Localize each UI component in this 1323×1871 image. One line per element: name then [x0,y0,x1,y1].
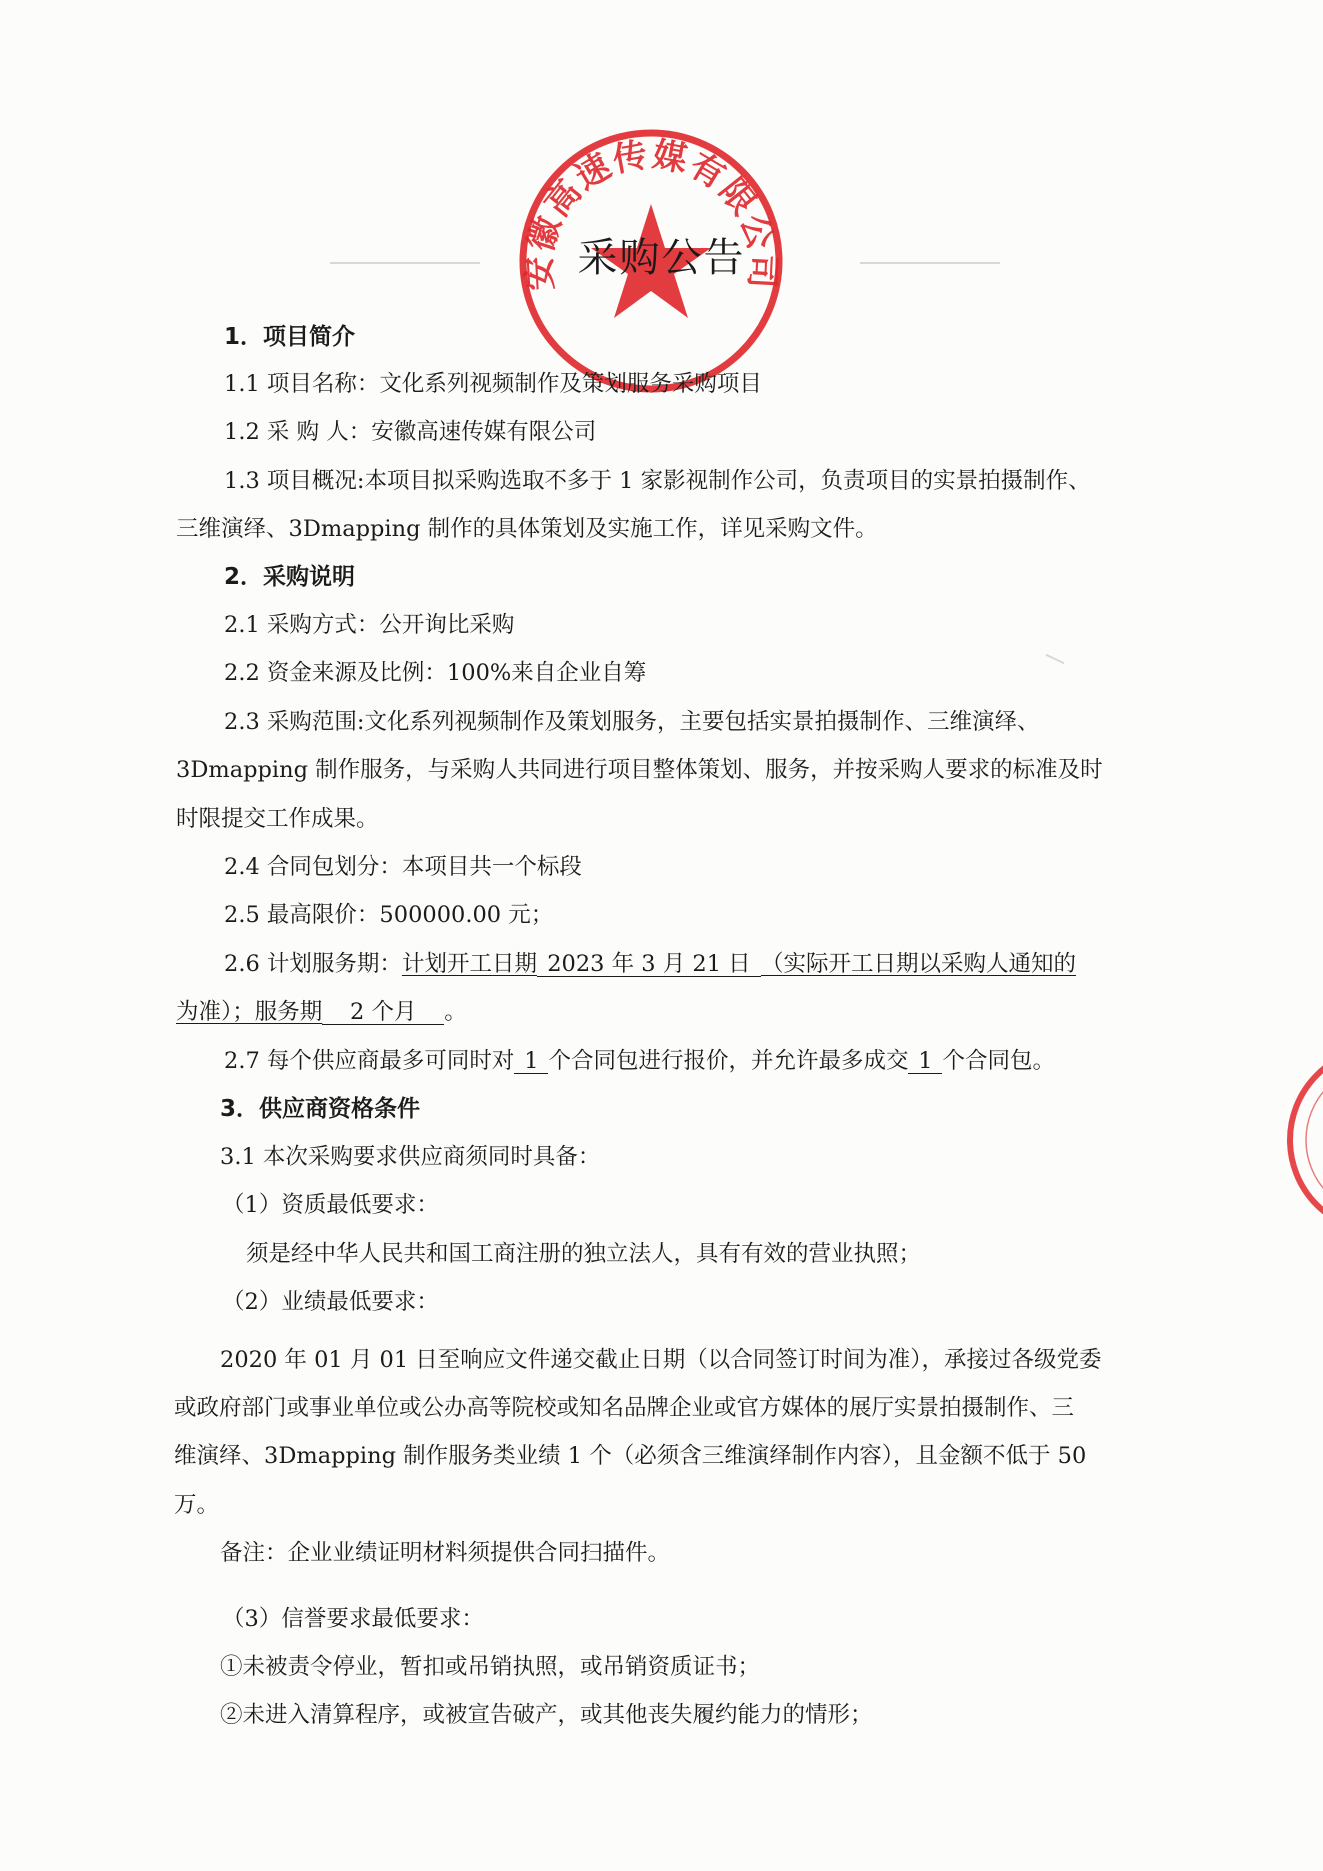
text-span: 2.6 计划服务期： [224,951,402,977]
planned-start-label: 计划开工日期 [401,951,537,977]
service-period-line-2 [176,997,467,1027]
text-line: 维演绎、3Dmapping 制作服务类业绩 1 个（必须含三维演绎制作内容），且金额不低于 50 [174,1443,1087,1469]
text-line: 万。 [174,1492,220,1518]
text-line: 1.3 项目概况:本项目拟采购选取不多于 1 家影视制作公司，负责项目的实景拍摄制作、 [224,468,1091,494]
text-span: 为准）；服务期 [176,999,323,1025]
text-line: ②未进入清算程序，或被宣告破产，或其他丧失履约能力的情形； [220,1702,873,1728]
text-line: 2.3 采购范围:文化系列视频制作及策划服务，主要包括实景拍摄制作、三维演绎、 [224,709,1040,735]
seal-text: 安徽高速传媒有限公司 [519,134,783,292]
scan-mark [1046,654,1065,664]
text-line: ①未被责令停业，暂扣或吊销执照，或吊销资质证书； [220,1654,761,1680]
text-line: 3.1 本次采购要求供应商须同时具备： [220,1144,601,1170]
partial-seal-edge [1262,1040,1323,1240]
text-line: （2）业绩最低要求： [222,1289,439,1315]
text-line: 2.1 采购方式：公开询比采购 [224,612,515,638]
service-period-line [224,949,1076,979]
contract-package-line [224,1046,1055,1076]
quote-package-count: 1 [514,1049,548,1074]
text-line: 2.5 最高限价：500000.00 元； [224,902,554,928]
planned-start-date: 2023 年 3 月 21 日 [537,952,761,977]
text-line: 须是经中华人民共和国工商注册的独立法人，具有有效的营业执照； [246,1241,922,1267]
text-line: 或政府部门或事业单位或公办高等院校或知名品牌企业或官方媒体的展厅实景拍摄制作、三 [174,1395,1075,1421]
text-line: 2020 年 01 月 01 日至响应文件递交截止日期（以合同签订时间为准），承接过各级党委 [220,1347,1102,1373]
text-line: 3Dmapping 制作服务，与采购人共同进行项目整体策划、服务，并按采购人要求的标准及时 [176,757,1103,783]
text-line: （3）信誉要求最低要求： [222,1606,484,1632]
page-title: 采购公告 [577,235,746,281]
text-line: 2.2 资金来源及比例：100%来自企业自筹 [224,660,647,686]
text-line: （1）资质最低要求： [222,1192,439,1218]
text-line: 时限提交工作成果。 [176,806,379,832]
text-line: 1.2 采 购 人：安徽高速传媒有限公司 [224,419,597,445]
text-line: 备注：企业业绩证明材料须提供合同扫描件。 [220,1540,671,1566]
section-heading: 3．供应商资格条件 [220,1096,421,1122]
service-duration: 2 个月 [322,1000,444,1025]
text-span: （实际开工日期以采购人通知的 [760,951,1076,977]
text-span: 2.7 每个供应商最多可同时对 [224,1048,515,1074]
section-heading: 2．采购说明 [224,564,356,590]
award-package-count: 1 [908,1049,942,1074]
text-line: 2.4 合同包划分：本项目共一个标段 [224,854,582,880]
text-line: 三维演绎、3Dmapping 制作的具体策划及实施工作，详见采购文件。 [176,516,878,542]
text-span: 。 [444,999,467,1025]
section-heading: 1．项目简介 [224,324,356,350]
text-span: 个合同包进行报价，并允许最多成交 [548,1048,909,1074]
text-span: 个合同包。 [942,1048,1055,1074]
text-line: 1.1 项目名称：文化系列视频制作及策划服务采购项目 [224,371,762,397]
